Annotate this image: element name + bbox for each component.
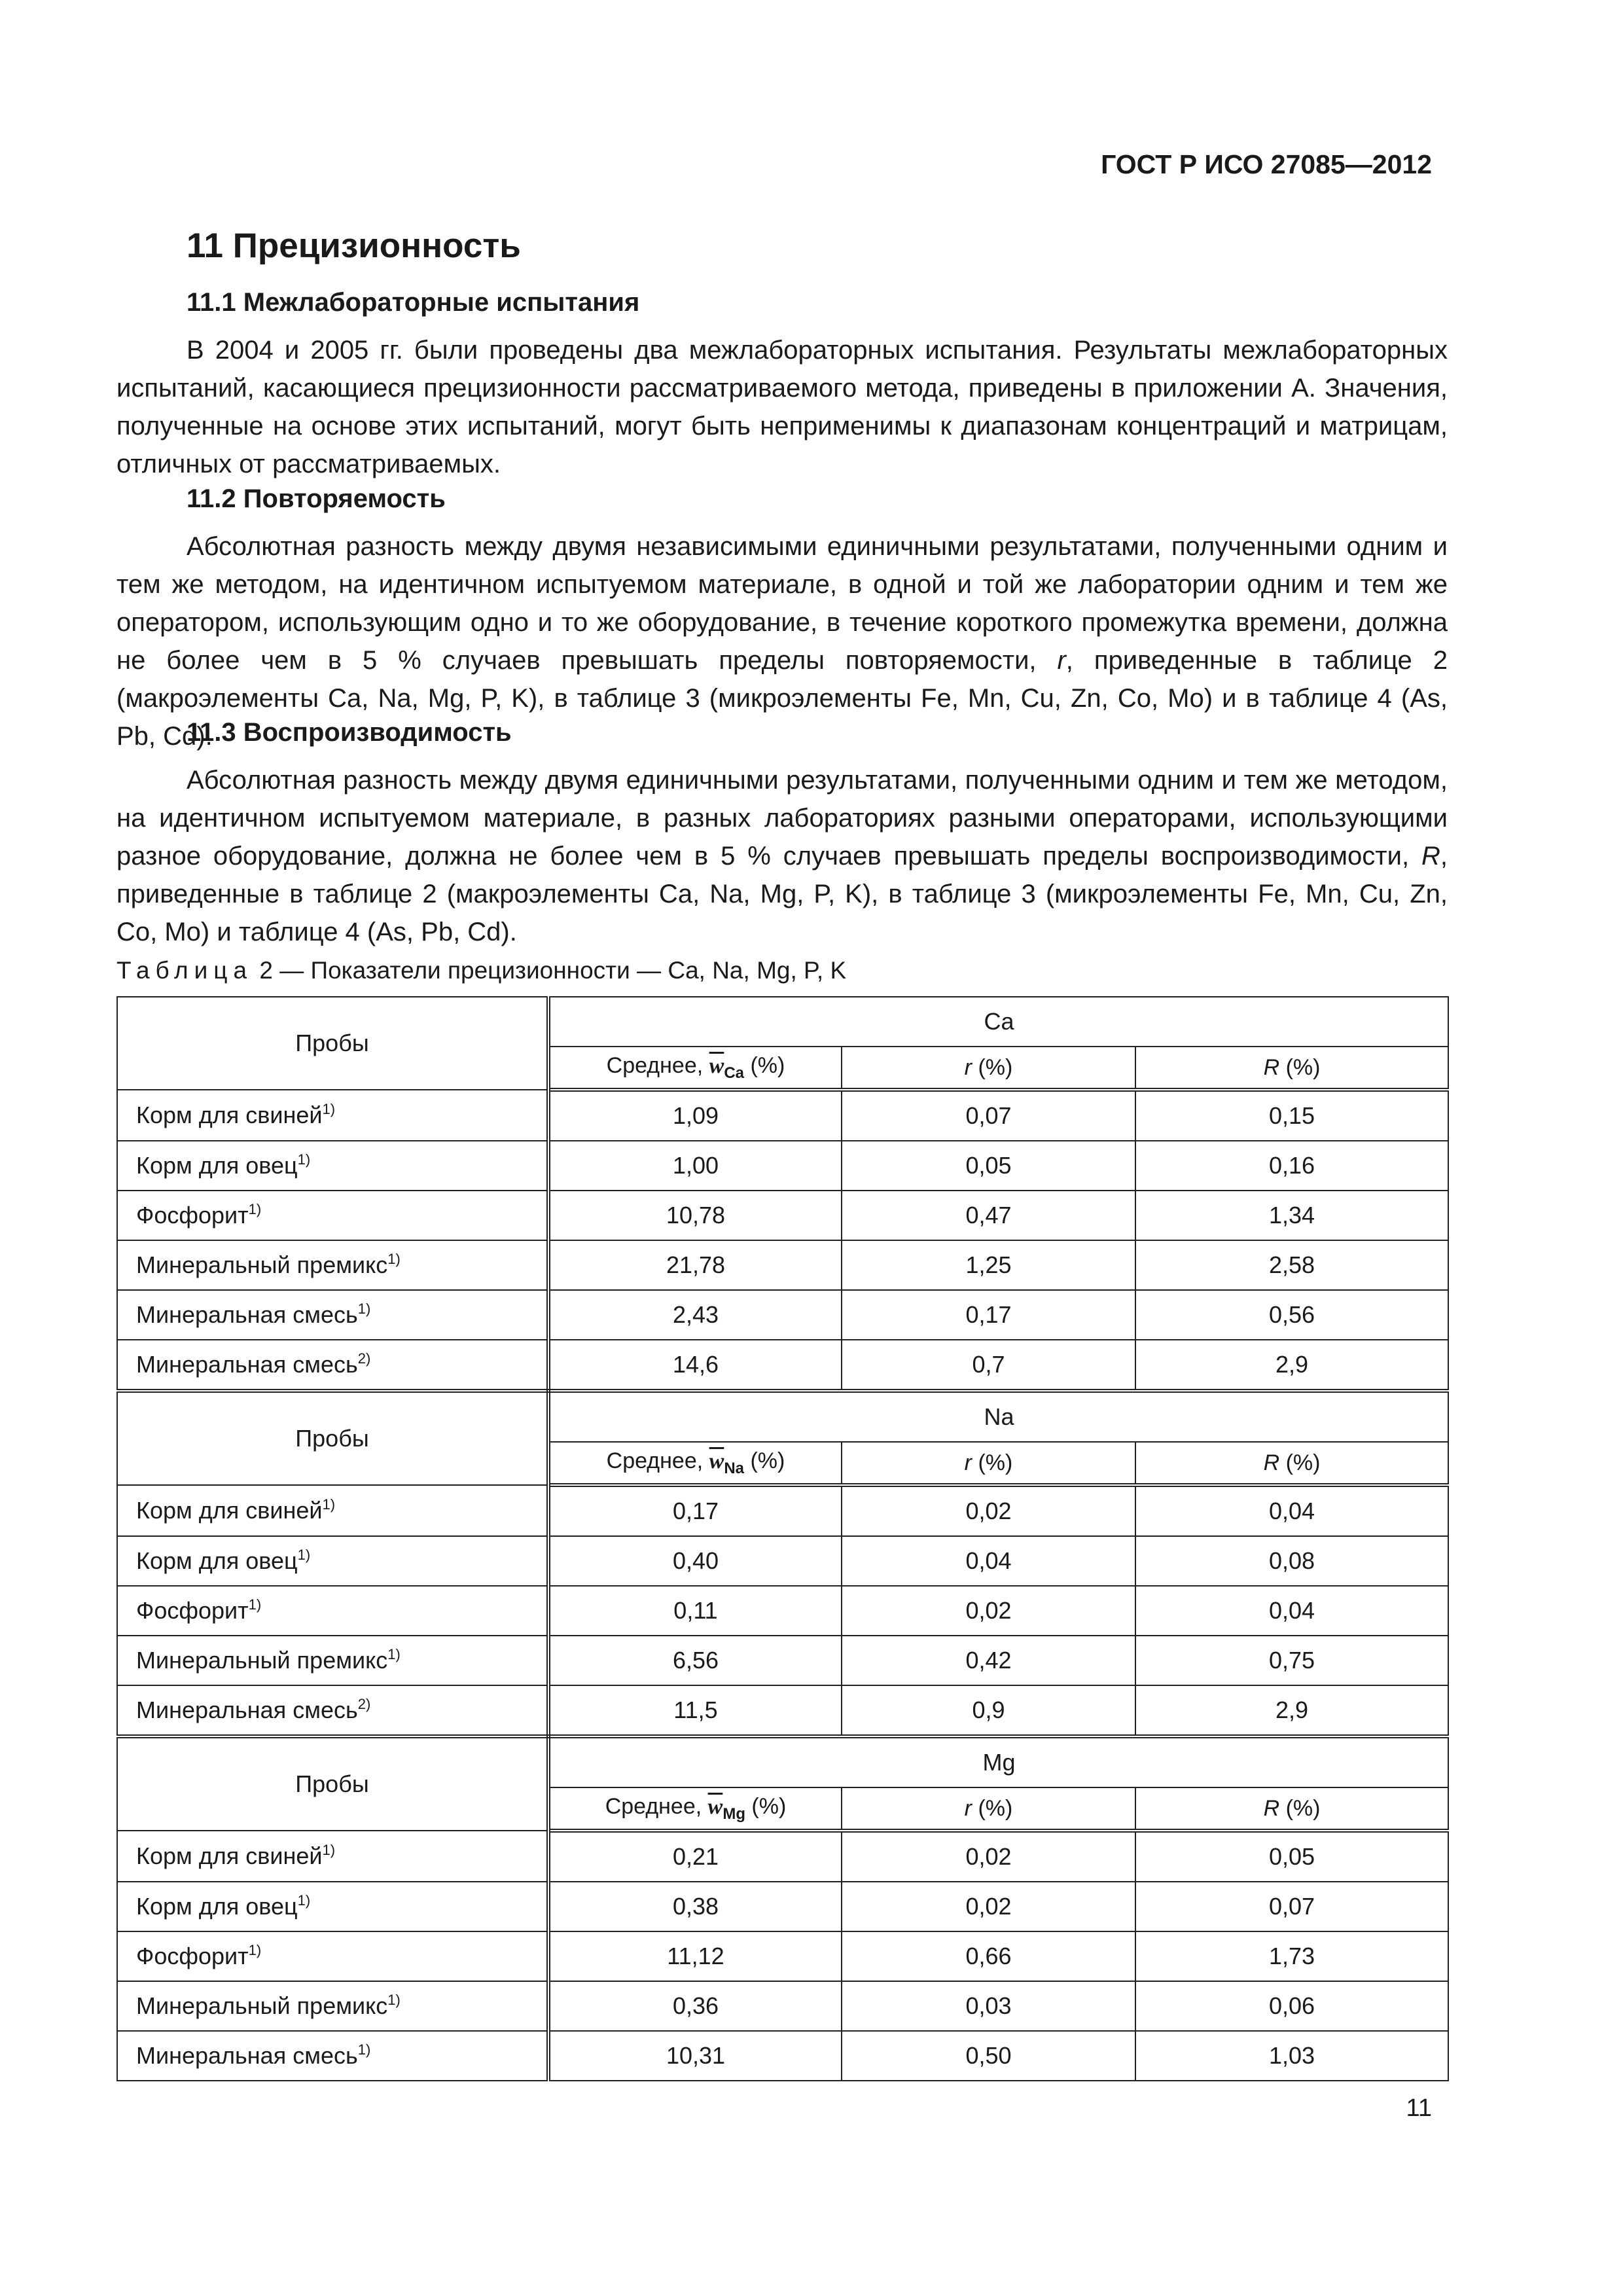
repeatability-header-symbol: r	[964, 1795, 972, 1821]
footnote-marker: 1)	[297, 1151, 311, 1168]
table-row	[117, 2031, 1448, 2081]
table-row	[117, 1240, 1448, 1290]
mean-symbol: $\overline{w}$	[709, 1448, 724, 1473]
footnote-marker: 1)	[387, 1646, 401, 1662]
sample-name-cell	[117, 1191, 548, 1240]
footnote-marker: 1)	[322, 1496, 336, 1513]
footnote-marker: 1)	[248, 1596, 262, 1613]
element-header: Na	[548, 1391, 1448, 1442]
reproducibility-value: 0,07	[1135, 1882, 1448, 1931]
reproducibility-value: 0,15	[1135, 1090, 1448, 1141]
mean-value: 10,31	[548, 2031, 842, 2081]
sample-name-cell	[117, 1141, 548, 1191]
mean-value: 1,00	[548, 1141, 842, 1191]
table-row	[117, 1485, 1448, 1536]
repeatability-header-unit: (%)	[972, 1054, 1013, 1080]
repeatability-header-unit: (%)	[972, 1450, 1013, 1475]
repeatability-value: 0,7	[842, 1340, 1135, 1391]
section-title: 11 Прецизионность	[187, 226, 521, 265]
table-row	[117, 1191, 1448, 1240]
footnote-marker: 1)	[297, 1892, 311, 1909]
reproducibility-header	[1135, 1787, 1448, 1831]
element-header: Mg	[548, 1736, 1448, 1787]
sample-name: Фосфорит	[136, 1943, 249, 1969]
table-group-header	[117, 997, 1448, 1047]
mean-value: 0,21	[548, 1831, 842, 1882]
mean-header-prefix: Среднее,	[606, 1448, 709, 1473]
footnote-marker: 1)	[357, 2041, 371, 2058]
table-row	[117, 1340, 1448, 1391]
footnote-marker: 1)	[248, 1942, 262, 1958]
mean-value: 0,11	[548, 1586, 842, 1636]
reproducibility-header-symbol: R	[1263, 1054, 1280, 1080]
mean-value: 11,5	[548, 1685, 842, 1736]
sample-name-cell	[117, 1536, 548, 1586]
repeatability-value: 0,07	[842, 1090, 1135, 1141]
sample-name: Минеральная смесь	[136, 1351, 358, 1378]
reproducibility-value: 1,73	[1135, 1931, 1448, 1981]
repeatability-value: 0,03	[842, 1981, 1135, 2031]
mean-header	[548, 1787, 842, 1831]
probes-header: Пробы	[117, 1736, 548, 1831]
table-row	[117, 1536, 1448, 1586]
subsection-title-reproducibility: 11.3 Воспроизводимость	[187, 718, 512, 747]
sample-name: Минеральная смесь	[136, 1696, 358, 1723]
sample-name: Минеральный премикс	[136, 1992, 388, 2019]
reproducibility-header-unit: (%)	[1279, 1450, 1321, 1475]
reproducibility-header-unit: (%)	[1279, 1795, 1321, 1821]
sample-name: Корм для свиней	[136, 1102, 323, 1128]
reproducibility-value: 2,9	[1135, 1340, 1448, 1391]
mean-value: 1,09	[548, 1090, 842, 1141]
table-group-header	[117, 1391, 1448, 1442]
table-caption	[116, 957, 846, 984]
footnote-marker: 1)	[387, 1992, 401, 2008]
reproducibility-symbol: R	[1421, 842, 1440, 870]
paragraph-reproducibility-text-b: , приведенные в таблице 2 (макроэлементы Ca, Na, Mg, P, K), в таблице 3 (микроэлементы Fe, Mn, Cu, Zn, Co, Mo) и таблице 4 (As, Pb, Cd).	[116, 842, 1448, 946]
subsection-title-repeatability: 11.2 Повторяемость	[187, 484, 446, 513]
repeatability-value: 0,02	[842, 1485, 1135, 1536]
table-group-header	[117, 1736, 1448, 1787]
table-row	[117, 1586, 1448, 1636]
sample-name-cell	[117, 1340, 548, 1391]
sample-name-cell	[117, 1981, 548, 2031]
document-id: ГОСТ Р ИСО 27085—2012	[1101, 149, 1432, 179]
footnote-marker: 1)	[322, 1842, 336, 1858]
repeatability-value: 0,66	[842, 1931, 1135, 1981]
paragraph-repeatability-text-a: Абсолютная разность между двумя независимыми единичными результатами, полученными одним и тем же методом, на идентичном испытуемом материале, в одной и той же лаборатории одним и тем же оператором, использующим одно и то же оборудование, в течение короткого промежутка времени, должна не более чем в 5 % случаев превышать пределы повторяемости,	[116, 532, 1448, 675]
repeatability-value: 0,02	[842, 1831, 1135, 1882]
sample-name: Корм для свиней	[136, 1497, 323, 1524]
mean-value: 11,12	[548, 1931, 842, 1981]
probes-header: Пробы	[117, 1391, 548, 1485]
reproducibility-value: 1,03	[1135, 2031, 1448, 2081]
footnote-marker: 2)	[357, 1350, 371, 1367]
sample-name-cell	[117, 1931, 548, 1981]
mean-value: 21,78	[548, 1240, 842, 1290]
table-row	[117, 1882, 1448, 1931]
mean-header-prefix: Среднее,	[605, 1793, 708, 1819]
mean-symbol: $\overline{w}$	[707, 1794, 723, 1819]
sample-name: Минеральный премикс	[136, 1647, 388, 1674]
sample-name: Корм для овец	[136, 1547, 298, 1574]
mean-value: 0,17	[548, 1485, 842, 1536]
sample-name-cell	[117, 1586, 548, 1636]
table-caption-label: Таблица	[116, 957, 253, 984]
reproducibility-value: 0,04	[1135, 1485, 1448, 1536]
mean-value: 0,36	[548, 1981, 842, 2031]
repeatability-symbol: r	[1057, 646, 1066, 675]
repeatability-header-symbol: r	[964, 1450, 972, 1475]
reproducibility-header-unit: (%)	[1279, 1054, 1321, 1080]
table-row	[117, 1685, 1448, 1736]
sample-name: Фосфорит	[136, 1597, 249, 1624]
table-row	[117, 1290, 1448, 1340]
footnote-marker: 1)	[297, 1547, 311, 1563]
footnote-marker: 1)	[357, 1300, 371, 1317]
paragraph-reproducibility	[116, 761, 1448, 951]
mean-symbol: $\overline{w}$	[709, 1053, 724, 1078]
table-row	[117, 1636, 1448, 1685]
reproducibility-header	[1135, 1442, 1448, 1485]
repeatability-value: 0,04	[842, 1536, 1135, 1586]
mean-value: 2,43	[548, 1290, 842, 1340]
repeatability-value: 0,02	[842, 1882, 1135, 1931]
footnote-marker: 1)	[248, 1201, 262, 1217]
reproducibility-header	[1135, 1047, 1448, 1090]
repeatability-value: 0,42	[842, 1636, 1135, 1685]
paragraph-repeatability-text-b: , приведенные в таблице 2 (макроэлементы Ca, Na, Mg, P, K), в таблице 3 (микроэлементы Fe, Mn, Cu, Zn, Co, Mo) и в таблице 4 (As, Pb, Cd).	[116, 646, 1448, 751]
mean-value: 14,6	[548, 1340, 842, 1391]
sample-name-cell	[117, 1290, 548, 1340]
mean-symbol-subscript: Ca	[724, 1064, 744, 1082]
mean-header-prefix: Среднее,	[606, 1052, 709, 1078]
repeatability-value: 0,9	[842, 1685, 1135, 1736]
table-row	[117, 1090, 1448, 1141]
sample-name-cell	[117, 1240, 548, 1290]
table-row	[117, 1141, 1448, 1191]
footnote-marker: 1)	[387, 1251, 401, 1267]
mean-value: 6,56	[548, 1636, 842, 1685]
repeatability-header	[842, 1047, 1135, 1090]
sample-name: Фосфорит	[136, 1202, 249, 1229]
repeatability-header-symbol: r	[964, 1054, 972, 1080]
mean-header-suffix: (%)	[745, 1793, 787, 1819]
mean-value: 10,78	[548, 1191, 842, 1240]
reproducibility-header-symbol: R	[1263, 1795, 1280, 1821]
sample-name-cell	[117, 1685, 548, 1736]
page-number: 11	[1406, 2094, 1432, 2122]
sample-name-cell	[117, 1882, 548, 1931]
mean-header	[548, 1047, 842, 1090]
sample-name: Минеральный премикс	[136, 1251, 388, 1278]
reproducibility-value: 2,58	[1135, 1240, 1448, 1290]
reproducibility-value: 0,75	[1135, 1636, 1448, 1685]
sample-name-cell	[117, 2031, 548, 2081]
sample-name: Минеральная смесь	[136, 2042, 358, 2069]
footnote-marker: 1)	[322, 1101, 336, 1117]
precision-table	[116, 996, 1449, 2081]
reproducibility-value: 0,05	[1135, 1831, 1448, 1882]
mean-value: 0,38	[548, 1882, 842, 1931]
repeatability-value: 0,50	[842, 2031, 1135, 2081]
sample-name: Корм для овец	[136, 1893, 298, 1920]
reproducibility-value: 0,56	[1135, 1290, 1448, 1340]
sample-name: Минеральная смесь	[136, 1301, 358, 1328]
repeatability-value: 0,02	[842, 1586, 1135, 1636]
sample-name-cell	[117, 1636, 548, 1685]
reproducibility-value: 2,9	[1135, 1685, 1448, 1736]
repeatability-value: 0,05	[842, 1141, 1135, 1191]
reproducibility-value: 0,04	[1135, 1586, 1448, 1636]
paragraph-reproducibility-text-a: Абсолютная разность между двумя единичными результатами, полученными одним и тем же методом, на идентичном испытуемом материале, в разных лабораториях разными операторами, использующими разное оборудование, должна не более чем в 5 % случаев превышать пределы воспроизводимости,	[116, 766, 1448, 870]
reproducibility-value: 0,06	[1135, 1981, 1448, 2031]
reproducibility-value: 0,08	[1135, 1536, 1448, 1586]
subsection-title-interlab: 11.1 Межлабораторные испытания	[187, 288, 640, 317]
mean-value: 0,40	[548, 1536, 842, 1586]
repeatability-header-unit: (%)	[972, 1795, 1013, 1821]
sample-name-cell	[117, 1485, 548, 1536]
element-header: Ca	[548, 997, 1448, 1047]
reproducibility-value: 1,34	[1135, 1191, 1448, 1240]
table-row	[117, 1931, 1448, 1981]
sample-name: Корм для овец	[136, 1152, 298, 1179]
repeatability-header	[842, 1787, 1135, 1831]
paragraph-interlab: В 2004 и 2005 гг. были проведены два межлабораторных испытания. Результаты межлабораторных испытаний, касающиеся прецизионности рассматриваемого метода, приведены в приложении А. Значения, полученные на основе этих испытаний, могут быть неприменимы к диапазонам концентраций и матрицам, отличных от рассматриваемых.	[116, 336, 1448, 478]
mean-header-suffix: (%)	[744, 1052, 785, 1078]
reproducibility-header-symbol: R	[1263, 1450, 1280, 1475]
mean-symbol-subscript: Na	[724, 1459, 744, 1477]
sample-name: Корм для свиней	[136, 1842, 323, 1869]
repeatability-header	[842, 1442, 1135, 1485]
table-caption-text: 2 — Показатели прецизионности — Ca, Na, Mg, P, K	[253, 957, 847, 984]
mean-symbol-subscript: Mg	[722, 1804, 745, 1823]
reproducibility-value: 0,16	[1135, 1141, 1448, 1191]
repeatability-value: 0,47	[842, 1191, 1135, 1240]
table-row	[117, 1981, 1448, 2031]
sample-name-cell	[117, 1090, 548, 1141]
mean-header	[548, 1442, 842, 1485]
table-row	[117, 1831, 1448, 1882]
probes-header: Пробы	[117, 997, 548, 1090]
repeatability-value: 1,25	[842, 1240, 1135, 1290]
mean-header-suffix: (%)	[744, 1448, 785, 1473]
footnote-marker: 2)	[357, 1696, 371, 1712]
sample-name-cell	[117, 1831, 548, 1882]
repeatability-value: 0,17	[842, 1290, 1135, 1340]
